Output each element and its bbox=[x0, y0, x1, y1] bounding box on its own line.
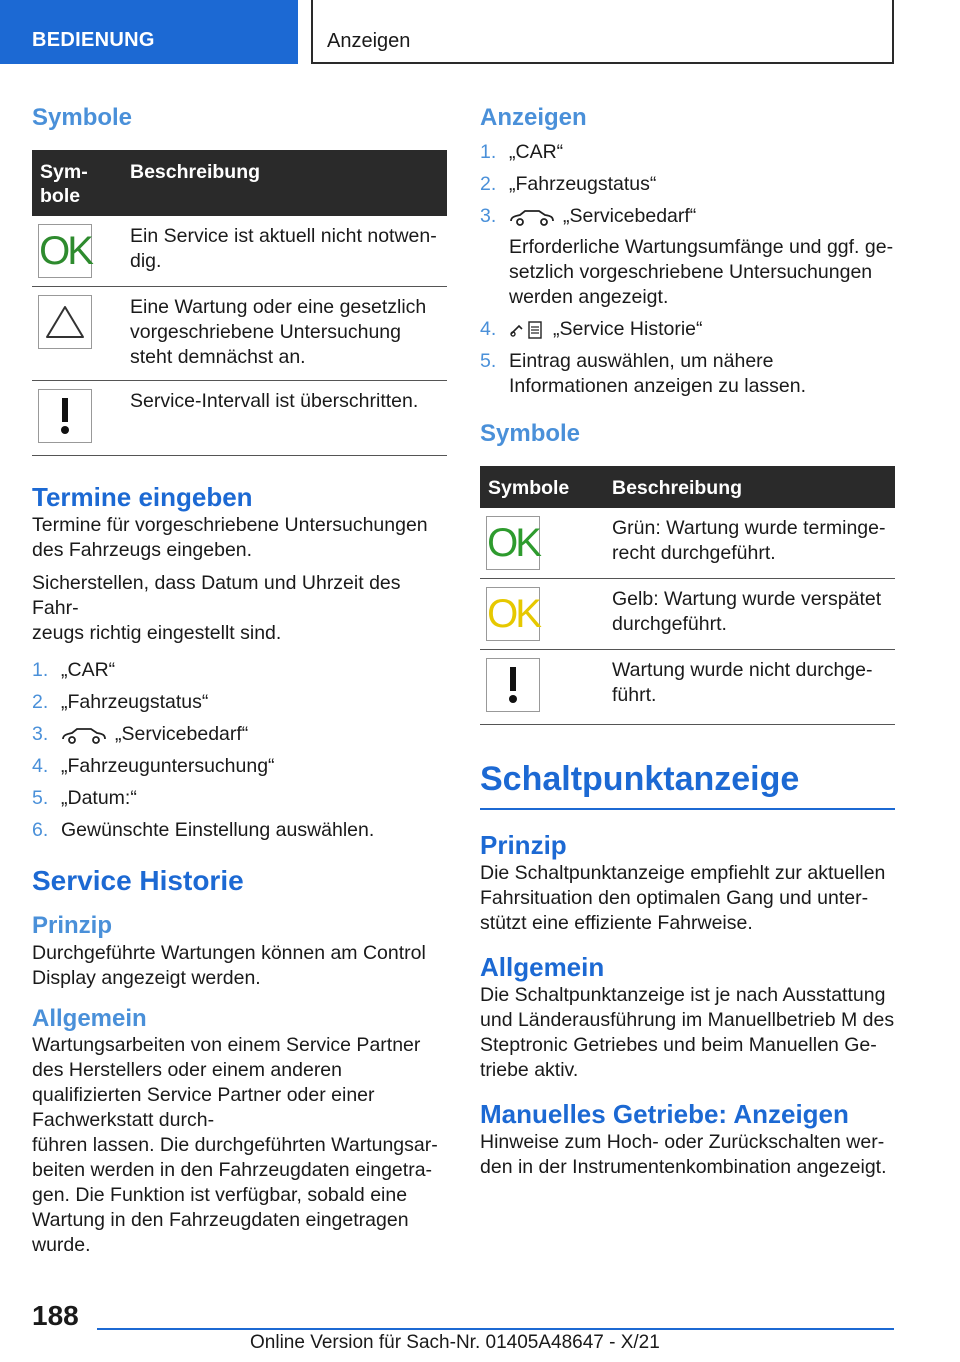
list-item: 3. „Servicebedarf“ bbox=[32, 723, 249, 746]
table-row bbox=[32, 216, 447, 287]
list-item: 4. „Fahrzeuguntersuchung“ bbox=[32, 755, 275, 778]
table-cell-description: Grün: Wartung wurde terminge- recht durchgeführt. bbox=[604, 508, 895, 579]
list-item: 5. „Datum:“ bbox=[32, 787, 137, 810]
termine-steps bbox=[32, 658, 447, 843]
table-header-row bbox=[32, 150, 447, 216]
prinzip-text: Durchgeführte Wartungen können am Control Display angezeigt werden. bbox=[32, 941, 426, 989]
exclamation-icon bbox=[38, 389, 92, 443]
schalt-prinzip-text: Die Schaltpunktanzeige empfiehlt zur aktuellen Fahrsituation den optimalen Gang und unter- stützt eine effiziente Fahrweise. bbox=[480, 861, 886, 934]
table-cell-description: Gelb: Wartung wurde verspätet durchgeführt. bbox=[604, 579, 895, 650]
list-item: 2. „Fahrzeugstatus“ bbox=[480, 173, 657, 195]
exclamation-icon bbox=[486, 658, 540, 712]
table-row bbox=[32, 287, 447, 381]
table-row bbox=[480, 650, 895, 725]
service-history-icon bbox=[509, 320, 545, 340]
table-header-symbols: Symbole bbox=[480, 466, 604, 508]
car-icon bbox=[61, 726, 107, 744]
symbol-table-2 bbox=[480, 466, 895, 725]
table-cell-description: Wartung wurde nicht durchge- führt. bbox=[604, 650, 895, 725]
left-column bbox=[32, 100, 447, 1266]
table-header-description: Beschreibung bbox=[122, 150, 447, 216]
symbole-heading: Symbole bbox=[32, 104, 133, 131]
step-note: Erforderliche Wartungsumfänge und ggf. ge- setzlich vorgeschriebene Untersuchungen werden angezeigt. bbox=[509, 236, 894, 308]
table-row bbox=[480, 579, 895, 650]
warning-triangle-icon bbox=[38, 295, 92, 349]
table-cell-description: Service-Intervall ist überschritten. bbox=[122, 381, 447, 456]
table-row bbox=[480, 508, 895, 579]
header-chapter-tab bbox=[311, 0, 894, 64]
symbole-heading-2: Symbole bbox=[480, 420, 581, 447]
list-item: 1. „CAR“ bbox=[480, 141, 564, 163]
table-cell-description: Eine Wartung oder eine gesetzlich vorgeschriebene Untersuchung steht demnächst an. bbox=[122, 287, 447, 381]
termine-heading: Termine eingeben bbox=[32, 482, 253, 512]
ok-green-icon: OK bbox=[486, 516, 540, 570]
table-header-symbols: Sym- bole bbox=[32, 150, 122, 216]
table-header-row bbox=[480, 466, 895, 508]
list-item: 6. Gewünschte Einstellung auswählen. bbox=[32, 819, 375, 842]
list-item: 3. „Servicebedarf“ Erforderliche Wartungsumfänge und ggf. ge- setzlich vorgeschriebene Untersuchungen werden angezeigt. bbox=[480, 205, 894, 308]
manuelles-getriebe-text: Hinweise zum Hoch- oder Zurückschalten wer- den in der Instrumentenkombination angezeigt. bbox=[480, 1131, 887, 1179]
schaltpunktanzeige-heading: Schaltpunktanzeige bbox=[480, 759, 895, 810]
allgemein-heading-2: Allgemein bbox=[480, 951, 605, 982]
footer-divider bbox=[97, 1328, 894, 1330]
page-number: 188 bbox=[32, 1300, 79, 1331]
table-header-description: Beschreibung bbox=[604, 466, 895, 508]
termine-paragraph-2: Sicherstellen, dass Datum und Uhrzeit des Fahr- zeugs richtig eingestellt sind. bbox=[32, 572, 401, 645]
schalt-allgemein-text: Die Schaltpunktanzeige ist je nach Ausstattung und Länderausführung im Manuellbetrieb M des Steptronic Getriebes und beim Manuellen Ge- triebe aktiv. bbox=[480, 984, 895, 1082]
list-item: 4. „Service Historie“ bbox=[480, 318, 703, 340]
table-row bbox=[32, 381, 447, 456]
ok-yellow-icon: OK bbox=[486, 587, 540, 641]
ok-icon: OK bbox=[38, 224, 92, 278]
anzeigen-steps bbox=[480, 140, 895, 399]
list-item: 5. Eintrag auswählen, um nähere Informationen anzeigen zu lassen. bbox=[480, 350, 807, 397]
symbol-table bbox=[32, 150, 447, 456]
service-historie-heading: Service Historie bbox=[32, 865, 244, 897]
footer-text: Online Version für Sach-Nr. 01405A48647 - X/21 bbox=[250, 1332, 660, 1353]
manuelles-getriebe-heading: Manuelles Getriebe: Anzeigen bbox=[480, 1099, 849, 1130]
list-item: 1. „CAR“ bbox=[32, 659, 116, 682]
prinzip-heading: Prinzip bbox=[32, 911, 113, 939]
right-column bbox=[480, 100, 895, 1188]
header-chapter-label: Anzeigen bbox=[327, 30, 411, 52]
termine-paragraph-1: Termine für vorgeschriebene Untersuchungen des Fahrzeugs eingeben. bbox=[32, 514, 428, 562]
anzeigen-heading: Anzeigen bbox=[480, 104, 587, 131]
header-section-label: BEDIENUNG bbox=[32, 29, 155, 51]
prinzip-heading-2: Prinzip bbox=[480, 829, 567, 860]
allgemein-heading: Allgemein bbox=[32, 1004, 147, 1032]
allgemein-text: Wartungsarbeiten von einem Service Partner des Herstellers oder einem anderen qualifizierten Service Partner oder einer Fachwerkstatt durch- führen lassen. Die durchgeführten Wartungsar- beiten werden in den Fahrzeugdaten eingetra- gen. Die Funktion ist verfügbar, sobald eine Wartung in den Fahrzeugdaten eingetragen wurde. bbox=[32, 1034, 438, 1257]
list-item: 2. „Fahrzeugstatus“ bbox=[32, 691, 209, 714]
header-section-tab bbox=[0, 0, 298, 64]
table-cell-description: Ein Service ist aktuell nicht notwen- dig. bbox=[122, 216, 447, 287]
car-icon bbox=[509, 208, 555, 226]
